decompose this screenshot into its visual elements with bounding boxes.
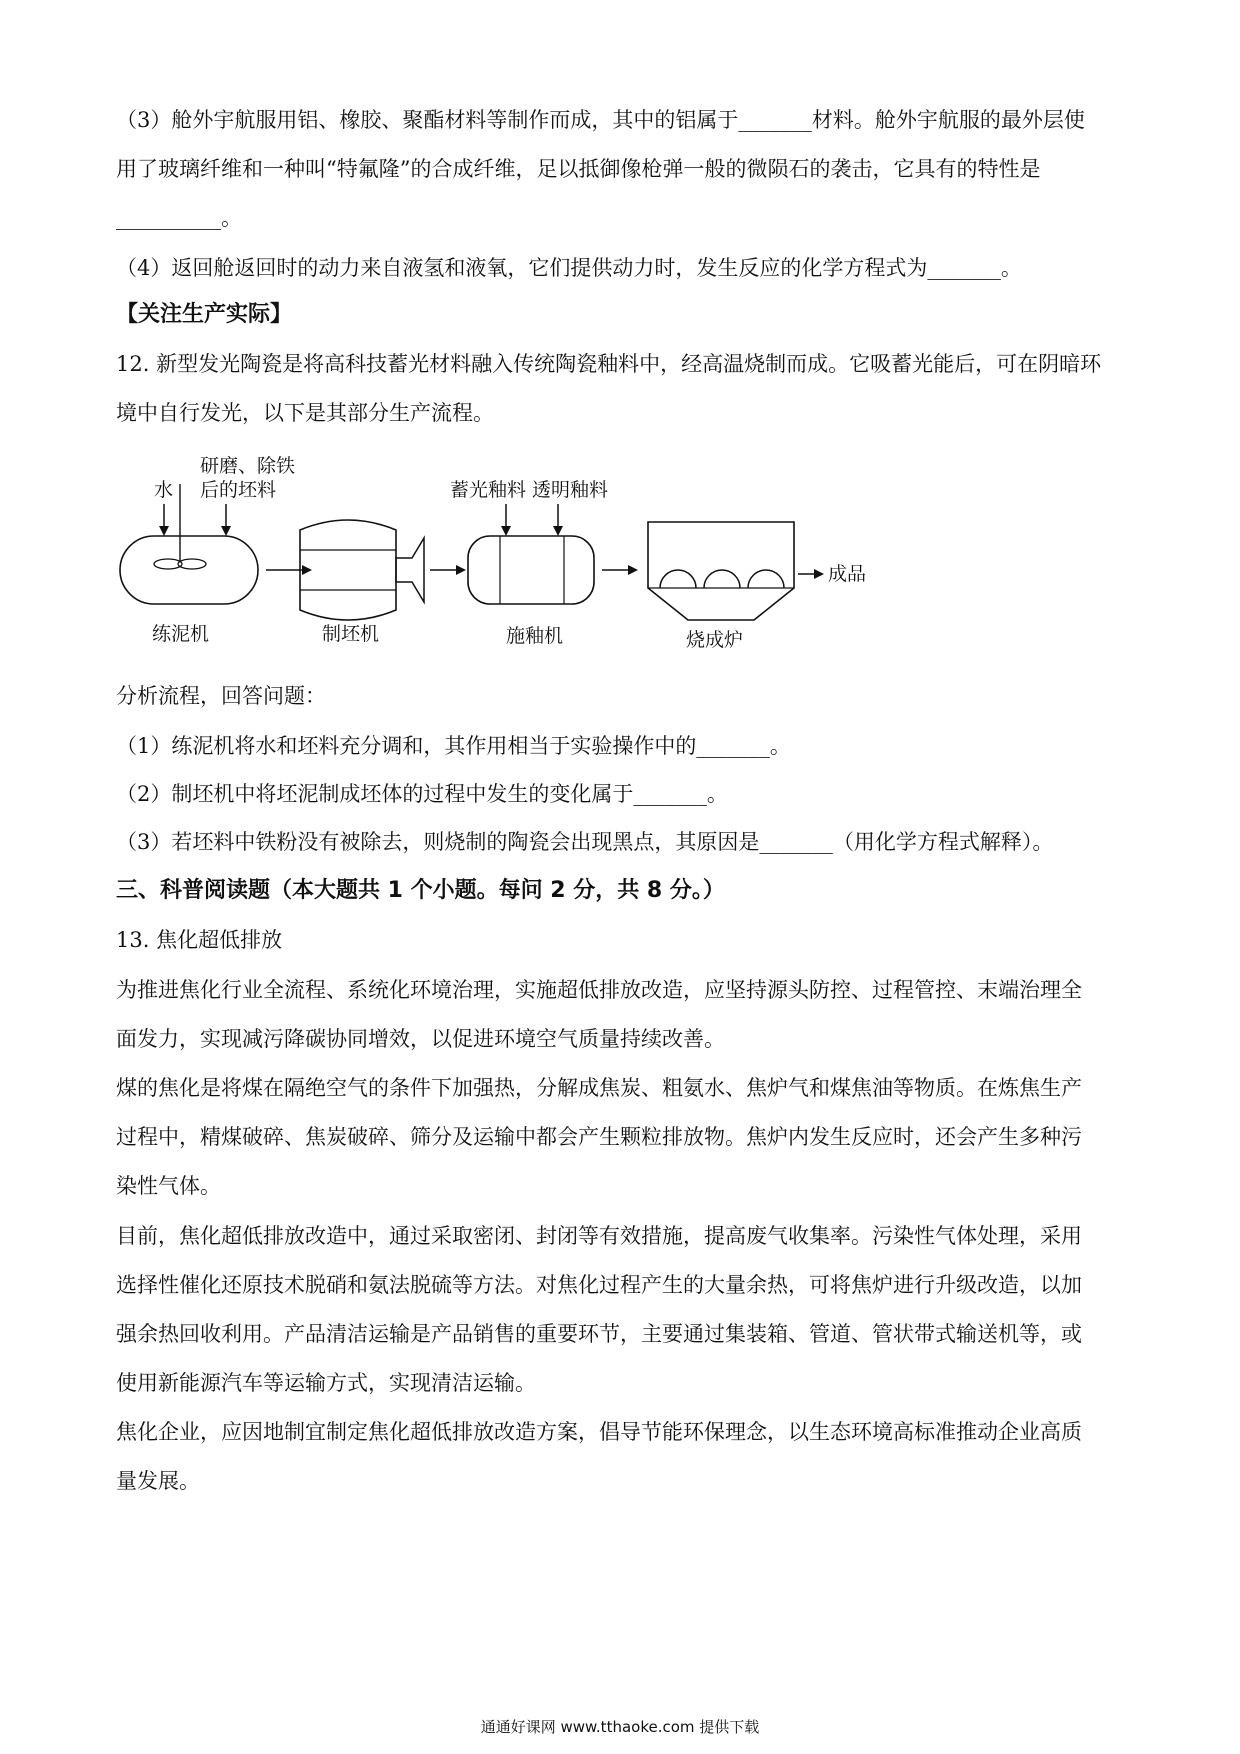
arrowhead-clay: [221, 526, 231, 536]
arrowhead-water: [159, 526, 169, 536]
q12-intro: [116, 340, 1140, 438]
q12-intro-line2: 境中自行发光，以下是其部分生产流程。: [116, 401, 494, 425]
machine2-label: 制坯机: [322, 623, 380, 645]
q13-paragraph-1: [116, 966, 1140, 1064]
q13-p2-line3: 染性气体。: [116, 1174, 221, 1198]
input-clay-label-line2: 后的坯料: [200, 479, 277, 501]
q11-part4: （4）返回舱返回时的动力来自液氢和液氧，它们提供动力时，发生反应的化学方程式为_______。: [116, 256, 1022, 280]
kiln-arch-1: [660, 570, 696, 588]
q13-p4-line2: 量发展。: [116, 1469, 200, 1493]
machine3-label: 施釉机: [506, 625, 564, 647]
production-flow-diagram: [116, 450, 1016, 660]
q13-title: 13. 焦化超低排放: [116, 928, 283, 952]
arrowhead-2: [456, 565, 466, 575]
arrowhead-output: [814, 569, 824, 579]
kiln-arch-3: [748, 570, 784, 588]
q12-sub3: （3）若坯料中铁粉没有被除去，则烧制的陶瓷会出现黑点，其原因是_______（用化学方程式解释）。: [116, 830, 1054, 854]
q12-sub2: （2）制坯机中将坯泥制成坯体的过程中发生的变化属于_______。: [116, 782, 728, 806]
q13-p2-line1: 煤的焦化是将煤在隔绝空气的条件下加强热，分解成焦炭、粗氨水、焦炉气和煤焦油等物质。在炼焦生产: [116, 1076, 1082, 1100]
section-focus-heading: 【关注生产实际】: [116, 302, 293, 327]
arrowhead-glaze2: [553, 526, 563, 536]
page-footer: 通通好课网 www.tthaoke.com 提供下载: [480, 1718, 760, 1736]
input-water-label: 水: [154, 479, 174, 501]
q11-part3-line3: __________。: [116, 206, 242, 230]
q11-part3-line2: 用了玻璃纤维和一种叫“特氟隆”的合成纤维，足以抵御像枪弹一般的微陨石的袭击，它具有的特性是: [116, 157, 1041, 181]
q13-p4-line1: 焦化企业，应因地制宜制定焦化超低排放改造方案，倡导节能环保理念，以生态环境高标准推动企业高质: [116, 1420, 1082, 1444]
q13-paragraph-3: [116, 1212, 1140, 1408]
q13-paragraph-2: [116, 1064, 1140, 1211]
glazing-machine-body: [468, 536, 594, 604]
q13-p1-line1: 为推进焦化行业全流程、系统化环境治理，实施超低排放改造，应坚持源头防控、过程管控、末端治理全: [116, 978, 1082, 1002]
forming-machine-body: [300, 520, 396, 620]
q12-intro-line1: 12. 新型发光陶瓷是将高科技蓄光材料融入传统陶瓷釉料中，经高温烧制而成。它吸蓄光能后，可在阴暗环: [116, 352, 1102, 376]
kiln-arch-2: [704, 570, 740, 588]
q13-p2-line2: 过程中，精煤破碎、焦炭破碎、筛分及运输中都会产生颗粒排放物。焦炉内发生反应时，还会产生多种污: [116, 1125, 1082, 1149]
q11-part3: [116, 96, 1140, 243]
forming-machine-nozzle: [396, 538, 424, 602]
arrowhead-1: [302, 565, 312, 575]
q13-p3-line3: 强余热回收利用。产品清洁运输是产品销售的重要环节，主要通过集装箱、管道、管状带式输送机等，或: [116, 1322, 1082, 1346]
q11-part3-line1: （3）舱外宇航服用铝、橡胶、聚酯材料等制作而成，其中的铝属于_______材料。舱外宇航服的最外层使: [116, 108, 1085, 132]
q12-sub1: （1）练泥机将水和坯料充分调和，其作用相当于实验操作中的_______。: [116, 734, 791, 758]
machine1-label: 练泥机: [152, 623, 210, 645]
section3-heading: 三、科普阅读题（本大题共 1 个小题。每问 2 分，共 8 分。）: [116, 878, 725, 903]
arrowhead-3: [628, 565, 638, 575]
q13-p3-line1: 目前，焦化超低排放改造中，通过采取密闭、封闭等有效措施，提高废气收集率。污染性气体处理，采用: [116, 1224, 1082, 1248]
q13-p1-line2: 面发力，实现减污降碳协同增效，以促进环境空气质量持续改善。: [116, 1027, 725, 1051]
q12-analyze-prompt: 分析流程，回答问题：: [116, 684, 326, 708]
q13-p3-line4: 使用新能源汽车等运输方式，实现清洁运输。: [116, 1371, 536, 1395]
input-glaze-label: 蓄光釉料 透明釉料: [450, 479, 609, 501]
clay-mixer-tank: [120, 536, 258, 604]
input-clay-label-line1: 研磨、除铁: [200, 455, 296, 477]
output-label: 成品: [828, 563, 867, 585]
q13-p3-line2: 选择性催化还原技术脱硝和氨法脱硫等方法。对焦化过程产生的大量余热，可将焦炉进行升级改造，以加: [116, 1273, 1082, 1297]
arrowhead-glaze1: [501, 526, 511, 536]
q13-paragraph-4: [116, 1408, 1140, 1506]
machine4-label: 烧成炉: [686, 629, 744, 651]
